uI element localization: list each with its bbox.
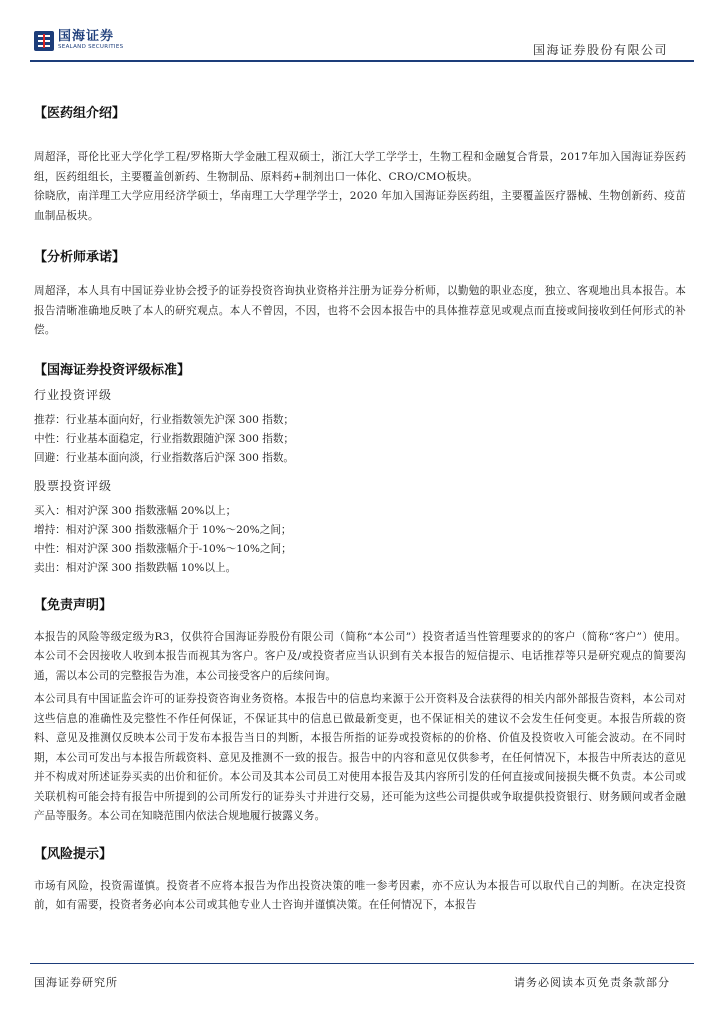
section-pharma-team [34,104,686,226]
paragraph: 市场有风险，投资需谨慎。投资者不应将本报告为作出投资决策的唯一参考因素，亦不应认为本报告可以取代自己的判断。在决定投资前，如有需要，投资者务必向本公司或其他专业人士咨询并谨慎决策。在任何情况下，本报告 [34,879,686,911]
section-title: 【国海证券投资评级标准】 [34,362,191,378]
page-header [0,0,724,64]
footer-institute: 国海证券研究所 [34,976,118,989]
stock-rating-line: 增持：相对沪深 300 指数涨幅介于 10%～20%之间； [34,523,292,536]
industry-rating-line: 回避：行业基本面向淡，行业指数落后沪深 300 指数。 [34,451,295,464]
stock-rating-line: 买入：相对沪深 300 指数涨幅 20%以上； [34,504,237,517]
section-analyst-commitment [34,248,686,341]
section-title: 【医药组介绍】 [34,106,126,121]
industry-rating-line: 推荐：行业基本面向好，行业指数领先沪深 300 指数； [34,413,295,426]
section-disclaimer [34,596,686,827]
footer-disclaimer-note: 请务必阅读本页免责条款部分 [514,976,670,989]
paragraph: 本公司具有中国证监会许可的证券投资咨询业务资格。本报告中的信息均来源于公开资料及合法获得的相关内部外部报告资料，本公司对这些信息的准确性及完整性不作任何保证，不保证其中的信息已做最新变更，也不保证相关的建议不会发生任何变更。本报告所载的资料、意见及推测仅反映本公司于发布本报告当日的判断，本报告所指的证券或投资标的的价格、价值及投资收入可能会波动。在不同时期，本公司可发出与本报告所载资料、意见及推测不一致的报告。报告中的内容和意见仅供参考，在任何情况下，本报告中所表达的意见并不构成对所述证券买卖的出价和征价。本公司及其本公司员工对使用本报告及其内容所引发的任何直接或间接损失概不负责。本公司或关联机构可能会持有报告中所提到的公司所发行的证券头寸并进行交易，还可能为这些公司提供或争取提供投资银行、财务顾问或者金融产品等服务。本公司在知晓范围内依法合规地履行披露义务。 [34,693,686,822]
paragraph: 周超泽，本人具有中国证券业协会授予的证券投资咨询执业资格并注册为证券分析师，以勤勉的职业态度，独立、客观地出具本报告。本报告清晰准确地反映了本人的研究观点。本人不曾因，不因，也将不会因本报告中的具体推荐意见或观点而直接或间接收到任何形式的补偿。 [34,285,686,336]
section-risk-warning [34,845,686,916]
report-content [34,100,686,916]
logo-chinese-name: 国海证券 [58,29,115,44]
section-title: 【免责声明】 [34,597,113,613]
paragraph: 本报告的风险等级定级为R3，仅供符合国海证券股份有限公司（简称“本公司”）投资者适当性管理要求的的客户（简称“客户”）使用。本公司不会因接收人收到本报告而视其为客户。客户及/或投资者应当认识到有关本报告的短信提示、电话推荐等只是研究观点的简要沟通，需以本公司的完整报告为准，本公司接受客户的后续问询。 [34,630,686,682]
header-company-name: 国海证券股份有限公司 [532,43,668,57]
stock-rating-heading: 股票投资评级 [34,478,113,493]
header-divider [30,60,694,62]
industry-rating-line: 中性：行业基本面稳定，行业指数跟随沪深 300 指数； [34,432,295,445]
industry-rating-heading: 行业投资评级 [34,387,113,402]
paragraph: 周超泽，哥伦比亚大学化学工程/罗格斯大学金融工程双硕士，浙江大学工学学士，生物工程和金融复合背景，2017年加入国海证券医药组，医药组组长，主要覆盖创新药、生物制品、原料药+制剂出口一体化、CRO/CMO板块。 [34,151,686,183]
section-rating-standard [34,361,686,578]
company-logo [34,30,123,51]
logo-english-name: SEALAND SECURITIES [58,44,124,50]
sealand-logo-icon [34,31,54,51]
stock-rating-line: 卖出：相对沪深 300 指数跌幅 10%以上。 [34,561,237,574]
stock-rating-line: 中性：相对沪深 300 指数涨幅介于-10%～10%之间； [34,542,292,555]
section-title: 【风险提示】 [34,846,113,862]
paragraph: 徐晓欣，南洋理工大学应用经济学硕士，华南理工大学理学学士，2020 年加入国海证券医药组，主要覆盖医疗器械、生物创新药、疫苗血制品板块。 [34,190,686,222]
section-title: 【分析师承诺】 [34,250,126,265]
footer-divider [30,963,694,964]
